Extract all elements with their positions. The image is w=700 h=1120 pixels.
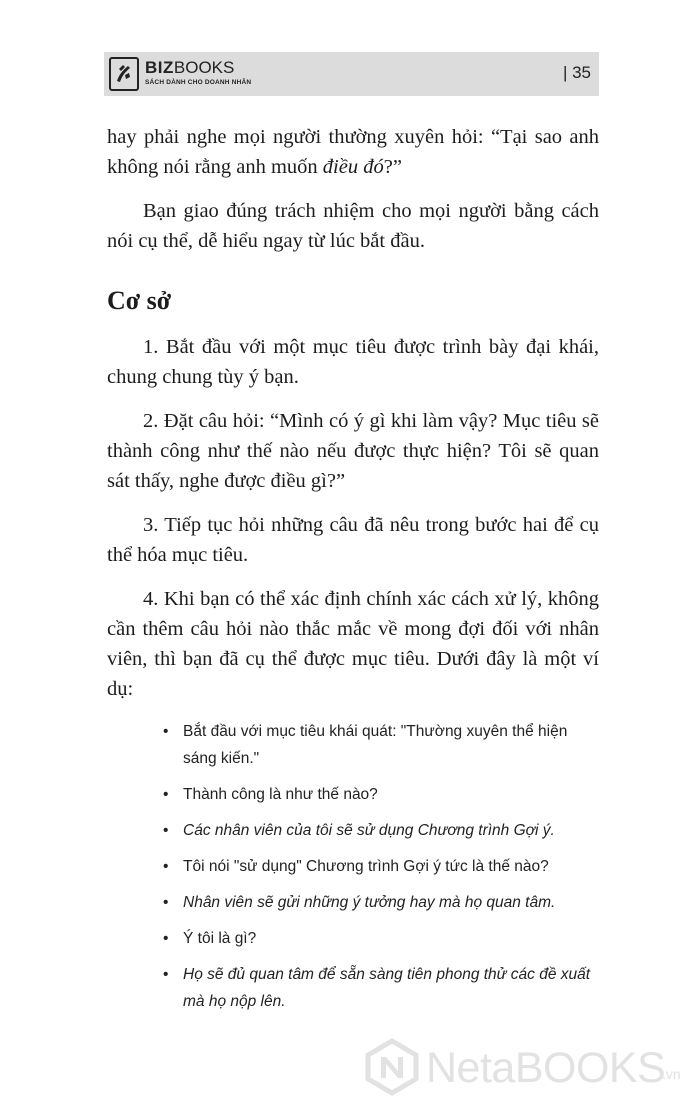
bullet-dot: • — [163, 858, 169, 875]
brand-name-light: BOOKS — [173, 58, 235, 77]
step-1: 1. Bắt đầu với một mục tiêu được trình bày đại khái, chung chung tùy ý bạn. — [107, 336, 599, 388]
bullet-text: Ý tôi là gì? — [183, 930, 257, 947]
paragraph-1-text: hay phải nghe mọi người thường xuyên hỏi: “Tại sao anh không nói rằng anh muốn — [107, 126, 599, 178]
bullet-text: Các nhân viên của tôi sẽ sử dụng Chương trình Gợi ý. — [183, 822, 555, 839]
page-body — [107, 122, 599, 1024]
bullet-dot: • — [163, 723, 169, 740]
example-bullet-list — [107, 718, 599, 1015]
bullet-dot: • — [163, 786, 169, 803]
watermark-text: NetaBOOKS — [426, 1044, 666, 1092]
bullet-text: Nhân viên sẽ gửi những ý tưởng hay mà họ quan tâm. — [183, 894, 556, 911]
bullet-item — [163, 925, 599, 952]
step-4: 4. Khi bạn có thể xác định chính xác cách xử lý, không cần thêm câu hỏi nào thắc mắc về mong đợi đối với nhân viên, thì bạn đã cụ thể được mục tiêu. Dưới đây là một ví dụ: — [107, 588, 599, 700]
bullet-item — [163, 817, 599, 844]
bullet-dot: • — [163, 966, 169, 983]
bullet-dot: • — [163, 822, 169, 839]
bullet-item — [163, 781, 599, 808]
page-number: | 35 — [562, 63, 591, 82]
paragraph-2: Bạn giao đúng trách nhiệm cho mọi người bằng cách nói cụ thể, dễ hiểu ngay từ lúc bắt đầu. — [107, 200, 599, 252]
bullet-text: Họ sẽ đủ quan tâm để sẵn sàng tiên phong thử các đề xuất mà họ nộp lên. — [183, 966, 591, 1010]
brand-tagline: SÁCH DÀNH CHO DOANH NHÂN — [145, 79, 252, 86]
paragraph-continuation — [107, 122, 599, 182]
section-heading: Cơ sở — [107, 286, 172, 315]
step-2: 2. Đặt câu hỏi: “Mình có ý gì khi làm vậy? Mục tiêu sẽ thành công như thế nào nếu được thực hiện? Tôi sẽ quan sát thấy, nghe được điều gì?” — [107, 410, 599, 492]
bullet-text: Bắt đầu với mục tiêu khái quát: "Thường xuyên thể hiện sáng kiến." — [183, 723, 568, 767]
bullet-dot: • — [163, 930, 169, 947]
paragraph-1-end: ?” — [383, 156, 402, 178]
bullet-item — [163, 889, 599, 916]
bizbooks-logo-icon — [109, 57, 139, 91]
bullet-item — [163, 718, 599, 772]
brand-name-bold: BIZ — [145, 58, 174, 77]
bullet-item — [163, 853, 599, 880]
watermark-suffix: .vn — [662, 1066, 681, 1082]
page-header — [104, 52, 599, 96]
paragraph-1-emphasis: điều đó — [322, 156, 384, 178]
bullet-text: Thành công là như thế nào? — [183, 786, 378, 803]
netabooks-watermark — [364, 1038, 694, 1098]
bullet-dot: • — [163, 894, 169, 911]
bullet-item — [163, 961, 599, 1015]
brand-name — [145, 59, 234, 77]
netabooks-logo-icon — [364, 1038, 420, 1096]
bullet-text: Tôi nói "sử dụng" Chương trình Gợi ý tức là thế nào? — [183, 858, 549, 875]
step-3: 3. Tiếp tục hỏi những câu đã nêu trong bước hai để cụ thể hóa mục tiêu. — [107, 514, 599, 566]
